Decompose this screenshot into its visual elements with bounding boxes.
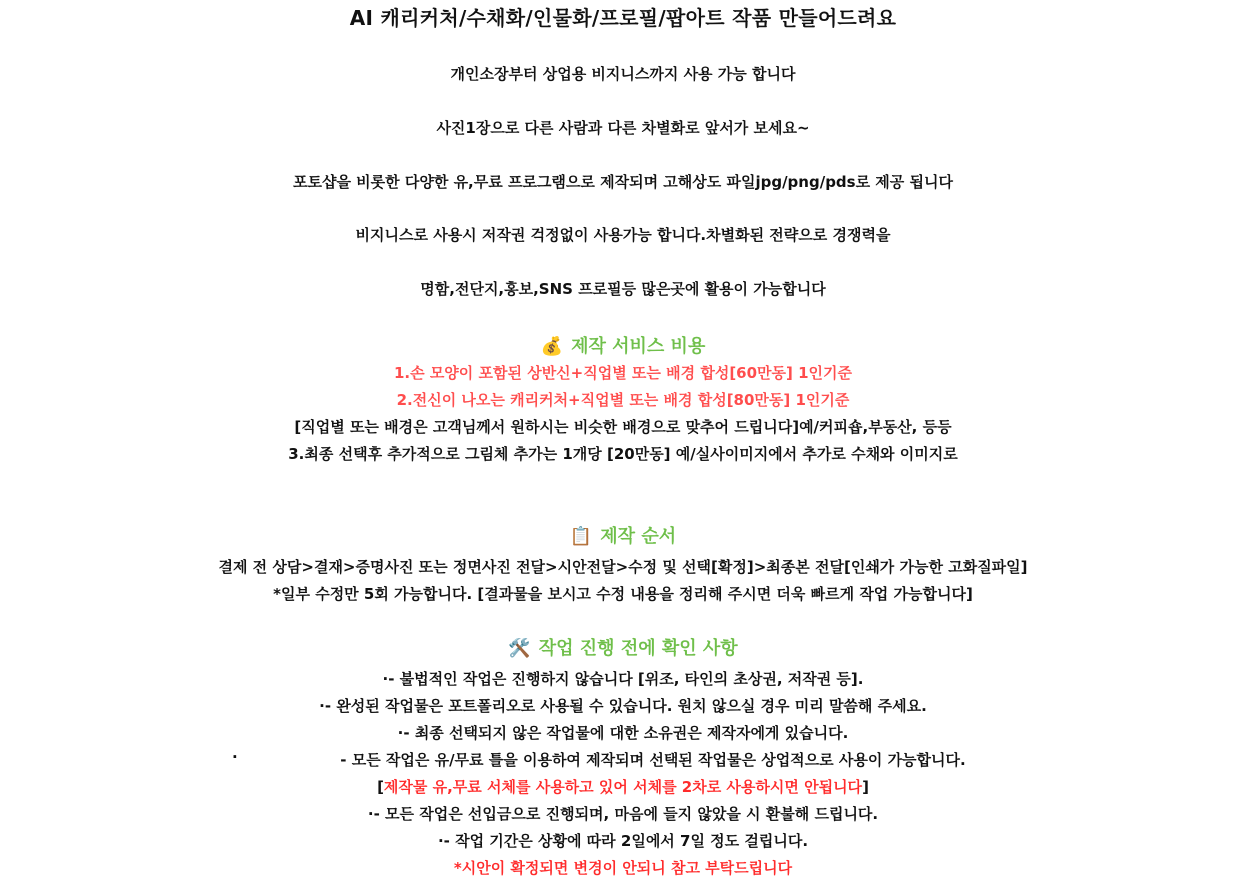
process-heading — [0, 522, 1246, 548]
intro-line-2: 사진1장으로 다른 사람과 다른 차별화로 앞서가 보세요~ — [436, 119, 810, 137]
pricing-heading-text: 제작 서비스 비용 — [571, 336, 706, 357]
intro-line-1: 개인소장부터 상업용 비지니스까지 사용 가능 합니다 — [450, 65, 796, 83]
checklist-item-6: ·- 작업 기간은 상황에 따라 2일에서 7일 정도 걸립니다. — [437, 832, 809, 850]
font-note-close-bracket: ] — [862, 778, 869, 796]
process-heading-text: 제작 순서 — [600, 526, 677, 547]
clipboard-icon: 📋 — [569, 526, 593, 547]
font-note-open-bracket: [ — [377, 778, 384, 796]
intro-line-5: 명함,전단지,홍보,SNS 프로필등 많은곳에 활용이 가능합니다 — [420, 280, 826, 298]
checklist-heading — [0, 634, 1246, 660]
tools-icon: 🛠️ — [508, 638, 531, 659]
pricing-heading — [0, 332, 1246, 358]
process-note: *일부 수정만 5회 가능합니다. [결과물을 보시고 수정 내용을 정리해 주시면 더욱 빠르게 작업 가능합니다] — [273, 585, 973, 603]
page-title: AI 캐리커처/수채화/인물화/프로필/팝아트 작품 만들어드려요 — [349, 6, 897, 30]
intro-line-3: 포토샵을 비롯한 다양한 유,무료 프로그램으로 제작되며 고해상도 파일jpg/png/pds로 제공 됩니다 — [293, 173, 953, 191]
pricing-item-1: 1.손 모양이 포함된 상반신+직업별 또는 배경 합성[60만동] 1인기준 — [393, 364, 853, 382]
font-note-text: 제작물 유,무료 서체를 사용하고 있어 서체를 2차로 사용하시면 안됩니다 — [383, 778, 863, 796]
checklist-heading-text: 작업 진행 전에 확인 사항 — [538, 638, 738, 659]
pricing-item-3: 3.최종 선택후 추가적으로 그림체 추가는 1개당 [20만동] 예/실사이미지에서 추가로 수채와 이미지로 — [288, 445, 958, 463]
pricing-item-2: 2.전신이 나오는 캐리커처+직업별 또는 배경 합성[80만동] 1인기준 — [396, 391, 850, 409]
pricing-note: [직업별 또는 배경은 고객님께서 원하시는 비슷한 배경으로 맞추어 드립니다]예/커피숍,부동산, 등등 — [294, 418, 952, 436]
checklist-item-5: ·- 모든 작업은 선입금으로 진행되며, 마음에 들지 않았을 시 환불해 드립니다. — [367, 805, 879, 823]
checklist-item-2: ·- 완성된 작업물은 포트폴리오로 사용될 수 있습니다. 원치 않으실 경우 미리 말씀해 주세요. — [319, 697, 927, 715]
money-bag-icon: 💰 — [540, 336, 564, 357]
checklist-item-4-bullet: · — [232, 748, 238, 766]
checklist-item-4: - 모든 작업은 유/무료 틀을 이용하여 제작되며 선택된 작업물은 상업적으로 사용이 가능합니다. — [340, 751, 966, 769]
font-note — [0, 776, 1246, 797]
intro-line-4: 비지니스로 사용시 저작권 걱정없이 사용가능 합니다.차별화된 전략으로 경쟁력을 — [355, 226, 891, 244]
checklist-item-3: ·- 최종 선택되지 않은 작업물에 대한 소유권은 제작자에게 있습니다. — [397, 724, 849, 742]
final-note: *시안이 확정되면 변경이 안되니 참고 부탁드립니다 — [453, 859, 793, 877]
checklist-item-1: ·- 불법적인 작업은 진행하지 않습니다 [위조, 타인의 초상권, 저작권 등]. — [382, 670, 864, 688]
process-steps: 결제 전 상담>결재>증명사진 또는 정면사진 전달>시안전달>수정 및 선택[확정]>최종본 전달[인쇄가 가능한 고화질파일] — [218, 558, 1028, 576]
